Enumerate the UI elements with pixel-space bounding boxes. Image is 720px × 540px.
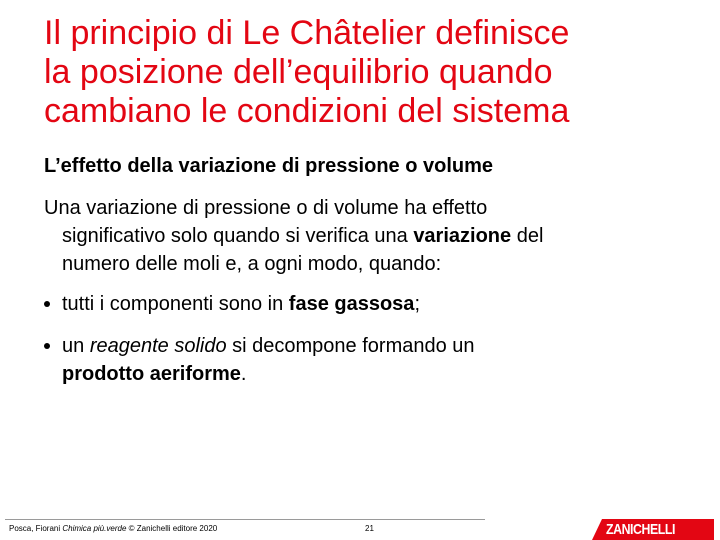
intro-text: significativo solo quando si verifica una <box>62 225 414 247</box>
page-number: 21 <box>365 524 374 533</box>
list-item-emphasis: fase gassosa <box>288 293 415 315</box>
list-item-text: . <box>240 363 247 385</box>
logo-notch-shape <box>592 519 602 540</box>
bullet-dot-icon <box>44 343 50 349</box>
footer-credit <box>9 524 217 534</box>
list-item-text: si decompone formando un <box>226 335 475 357</box>
list-item-line <box>62 290 684 318</box>
list-item-text: ; <box>414 293 420 315</box>
list-item <box>44 290 684 318</box>
credit-book-title: Chimica più.verde <box>62 524 127 533</box>
intro-line <box>44 222 684 250</box>
list-item-italic: reagente solido <box>89 335 227 357</box>
title-line: cambiano le condizioni del sistema <box>44 92 570 130</box>
footer-divider <box>5 519 485 520</box>
list-item-text: tutti i componenti sono in <box>62 293 289 315</box>
intro-line: Una variazione di pressione o di volume ha effetto <box>44 197 488 219</box>
condition-list <box>44 290 684 388</box>
list-item-line <box>62 332 684 360</box>
title-line: Il principio di Le Châtelier definisce <box>44 14 570 52</box>
intro-line: numero delle moli e, a ogni modo, quando: <box>62 253 442 275</box>
list-item <box>44 332 684 388</box>
slide-title <box>44 14 704 131</box>
zanichelli-logo <box>592 519 714 540</box>
logo-text: ZANICHELLI <box>606 521 676 538</box>
credit-authors: Posca, Fiorani <box>9 524 63 533</box>
list-item-line <box>62 360 684 388</box>
title-line: la posizione dell’equilibrio quando <box>44 53 553 91</box>
list-item-emphasis: prodotto aeriforme <box>62 363 241 385</box>
intro-emphasis: variazione <box>413 225 512 247</box>
intro-paragraph <box>44 194 684 278</box>
list-item-text: un <box>62 335 90 357</box>
slide-subtitle: L’effetto della variazione di pressione o volume <box>44 155 494 177</box>
intro-text: del <box>511 225 544 247</box>
credit-publisher: © Zanichelli editore 2020 <box>126 524 218 533</box>
bullet-dot-icon <box>44 301 50 307</box>
